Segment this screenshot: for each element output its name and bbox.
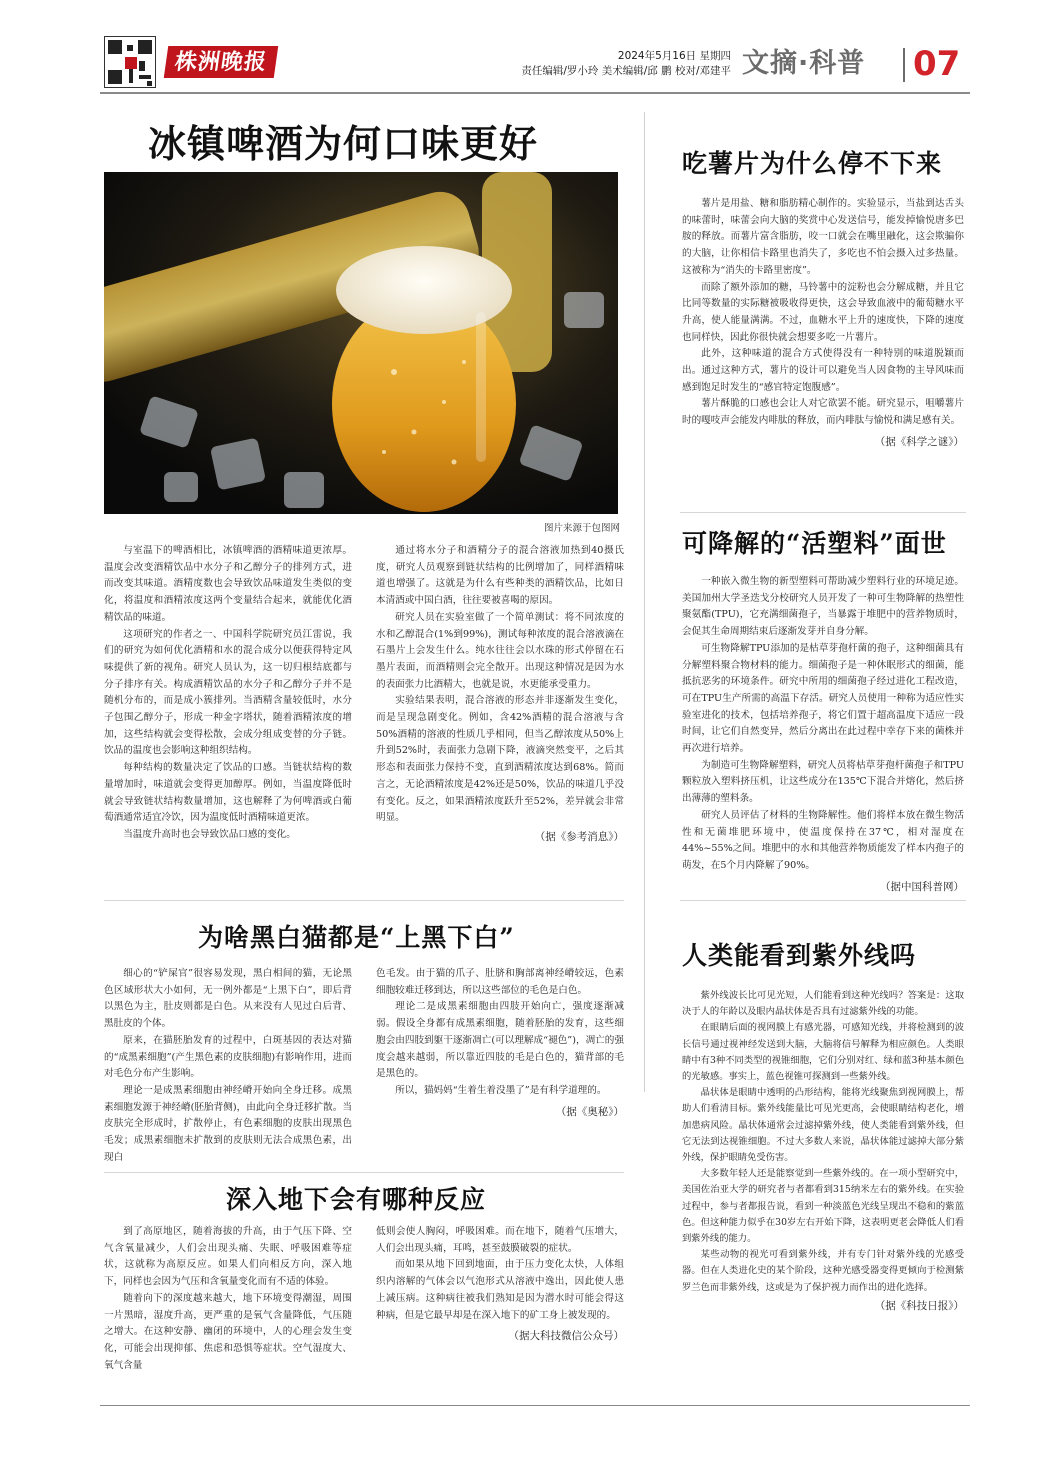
article-source: （据《参考消息》） (534, 830, 624, 843)
issue-date: 2024年5月16日 星期四 (617, 50, 731, 62)
header-divider (903, 48, 905, 82)
cats-column-2 (376, 966, 624, 1120)
article-source: （据中国科普网） (880, 880, 964, 893)
chips-body (682, 196, 964, 451)
beer-column-1 (104, 543, 352, 844)
paragraph: 而除了额外添加的糖，马铃薯中的淀粉也会分解成糖，并且它比同等数量的实际糖被吸收得更快，这会导致血液中的葡萄糖水平升高，使人能量满满。不过，血糖水平上升的速度快，下降的速度也同样快，因此你很快就会想要多吃一片薯片。 (682, 281, 964, 343)
photo-caption: 图片来源于包图网 (543, 523, 620, 534)
paragraph: 随着向下的深度越来越大，地下环境变得潮湿，周围一片黑暗，湿度升高，更严重的是氧气含量降低，气压随之增大。在这种安静、幽闭的环境中，人的心理会发生变化，可能会出现抑郁、焦虑和恐惧等症状。空气湿度大、氧气含量 (104, 1292, 352, 1371)
cats-column-1 (104, 966, 352, 1166)
paragraph: 低则会使人胸闷，呼吸困难。而在地下，随着气压增大，人们会出现头痛，耳鸣，甚至鼓膜破裂的症状。 (376, 1226, 624, 1254)
chips-article-title: 吃薯片为什么停不下来 (682, 149, 943, 178)
column-divider (644, 112, 645, 1092)
paragraph: 理论一是成黑素细胞由神经嵴开始向全身迁移。成黑素细胞发源于神经嵴(胚胎背侧)，由此向全身迁移扩散。当皮肤完全形成时，扩散停止，有色素细胞的皮肤出现黑色毛发；成黑素细胞未扩散到的皮肤则无法合成黑色素，出现白 (104, 1084, 352, 1163)
paragraph: 大多数年轻人还是能察觉到一些紫外线的。在一项小型研究中，美国佐治亚大学的研究者与者都看到315纳米左右的紫外线。在实验过程中，参与者都报告说，看到一种淡蓝色光线呈现出不稳和的紫蓝色。但这种能力似乎在30岁左右开始下降，这表明更老会降低人们看到紫外线的能力。 (682, 1168, 964, 1245)
plastic-article-title: 可降解的“活塑料”面世 (682, 529, 947, 558)
article-source: （据《奥秘》） (555, 1105, 624, 1118)
paragraph: 薯片是用盐、糖和脂肪精心制作的。实验显示，当盐到达舌头的味蕾时，味蕾会向大脑的奖赏中心发送信号，能发掉愉悦唐多巴胺的释放。而薯片富含脂肪，咬一口就会在嘴里融化，这会欺骗你的大脑，让你相信卡路里也消失了，多吃也不怕会摄入过多热量。这被称为“消失的卡路里密度”。 (682, 198, 964, 276)
newspaper-logo: 株洲晚报 (164, 46, 278, 78)
article-source: （据大科技微信公众号） (508, 1330, 624, 1343)
paragraph: 当温度升高时也会导致饮品口感的变化。 (123, 828, 296, 840)
beer-photo (104, 172, 618, 514)
cats-article-title: 为啥黑白猫都是“上黑下白” (198, 923, 515, 952)
paragraph: 为制造可生物降解塑料，研究人员将枯草芽孢杆菌孢子和TPU颗粒放入塑料挤压机，让这些成分在135℃下混合并熔化，然后挤出薄薄的塑料条。 (682, 759, 964, 805)
paragraph: 所以，猫妈妈“生着生着没墨了”是有科学道理的。 (395, 1084, 607, 1096)
qr-code (104, 36, 156, 88)
paragraph: 晶状体是眼睛中透明的凸形结构，能将光线聚焦到视网膜上，帮助人们看清目标。紫外线能量比可见光更高，会使眼睛结构老化，增加患病风险。晶状体通常会过滤掉紫外线，使人类能看到紫外线，但它无法到达视锥细胞。不过大多数人来说，晶状体能过滤掉大部分紫外线，保护眼睛免受伤害。 (682, 1087, 964, 1164)
paragraph: 薯片酥脆的口感也会让人对它欲罢不能。研究显示，咀嚼薯片时的嘎吱声会能发内啡肽的释放，而内啡肽与愉悦和满足感有关。 (682, 398, 964, 427)
article-divider (680, 900, 966, 901)
paragraph: 到了高原地区，随着海拔的升高，由于气压下降、空气含氧量减少，人们会出现头痛、失眠、呼吸困难等症状，这就称为高原反应。如果人们向相反方向，深入地下，同样也会因为气压和含氧量变化而有不适的体验。 (104, 1226, 352, 1288)
underground-column-1 (104, 1224, 352, 1374)
paragraph: 而如果从地下回到地面，由于压力变化太快，人体组织内溶解的气体会以气泡形式从溶液中逸出，因此使人患上减压病。这种病往被我们熟知是因为潜水时可能会得这种病，但是它最早却是在深入地下的矿工身上被发现的。 (376, 1259, 624, 1321)
paragraph: 这项研究的作者之一、中国科学院研究员江雷说，我们的研究为如何优化酒精和水的混合成分以便获得特定风味提供了新的视角。研究人员认为，这一切归根结底都与分子排序有关。构成酒精饮品的水分子和乙醇分子并不是随机分布的，而是成小簇排列。当酒精含量较低时，水分子包围乙醇分子，形成一种金字塔状，随着酒精浓度的增加，这些结构就会变得松散，会成分组成变替的分子链。饮品的温度也会影响这种组织结构。 (104, 628, 352, 757)
beer-column-2 (376, 543, 624, 846)
paragraph: 与室温下的啤酒相比，冰镇啤酒的酒精味道更浓厚。温度会改变酒精饮品中水分子和乙醇分子的排列方式，进而改变其味道。酒精度数也会导致饮品味道发生类似的变化，将温度和酒精浓度这两个变量结合起来，就能优化酒精饮品的味道。 (104, 545, 352, 623)
uv-article-title: 人类能看到紫外线吗 (682, 941, 917, 970)
paragraph: 紫外线波长比可见光短，人们能看到这种光线吗？答案是：这取决于人的年龄以及眼内晶状体是否具有过滤紫外线的功能。 (682, 990, 964, 1018)
header-rule (100, 92, 970, 94)
qr-logo-mark (125, 57, 137, 69)
paragraph: 通过将水分子和酒精分子的混合溶液加热到40摄氏度，研究人员观察到链状结构的比例增加了，同样酒精味道也增强了。这就是为什么有些种类的酒精饮品，比如日本清酒或中国白酒，往往要被喜喝的原因。 (376, 545, 624, 607)
article-source: （据《科学之谜》） (874, 435, 964, 448)
section-title: 文摘·科普 (742, 48, 866, 79)
uv-body (682, 988, 964, 1314)
paragraph: 在眼睛后面的视网膜上有感光器，可感知光线，并将检测到的波长信号通过视神经发送到大脑，大脑将信号解释为相应颜色。人类眼睛中有3种不同类型的视锥细胞，它们分别对红、绿和蓝3种基本颜色的光敏感。事实上，蓝色视锥可探测到一些紫外线。 (682, 1022, 964, 1083)
underground-column-2 (376, 1224, 624, 1345)
underground-article-title: 深入地下会有哪种反应 (226, 1185, 487, 1214)
editor-credits: 责任编辑/罗小玲 美术编辑/邱 鹏 校对/邓建平 (521, 65, 731, 77)
paragraph: 色毛发。由于猫的爪子、肚脐和胸部离神经嵴较远，色素细胞较难迁移到达，所以这些部位的毛色是白色。 (376, 968, 624, 996)
article-divider (104, 900, 624, 901)
article-divider (104, 1172, 624, 1173)
beer-article-title: 冰镇啤酒为何口味更好 (148, 122, 539, 166)
paragraph: 研究人员评估了材料的生物降解性。他们将样本放在微生物活性和无菌堆肥环境中，使温度保持在37℃，相对湿度在44%~55%之间。堆肥中的水和其他营养物质能发了样本内孢子的萌发，在5个月内降解了90%。 (682, 809, 964, 871)
paragraph: 某些动物的视光可看到紫外线，并有专门针对紫外线的光感受器。但在人类进化史的某个阶段，这种光感受器变得更倾向于检测紫罗兰色而非紫外线，这或是为了保护视力而作出的进化选择。 (682, 1249, 964, 1293)
paragraph: 一种嵌入微生物的新型塑料可帮助减少塑料行业的环境足迹。美国加州大学圣迭戈分校研究人员开发了一种可生物降解的热塑性聚氨酯(TPU)，它充满细菌孢子，当暴露于堆肥中的营养物质时，会促其生命周期结束后逐渐发芽并自身分解。 (682, 576, 964, 638)
paragraph: 此外，这种味道的混合方式使得没有一种特别的味道脱颖而出。通过这种方式，薯片的设计可以避免当人因食物的主导风味而感到饱足时发生的“感官特定饱腹感”。 (682, 348, 964, 393)
footer-rule (100, 1405, 970, 1406)
paragraph: 每种结构的数量决定了饮品的口感。当链状结构的数量增加时，味道就会变得更加醇厚。例如，当温度降低时就会导致链状结构数量增加，这也解释了为何啤酒或白葡萄酒通常适宜冷饮，因为温度低时酒精味道更浓。 (104, 762, 352, 824)
article-divider (680, 512, 966, 513)
page-number: 07 (913, 44, 961, 84)
paragraph: 研究人员在实验室做了一个简单测试：将不同浓度的水和乙醇混合(1%到99%)，测试每种浓度的混合溶液滴在石墨片上会发生什么。纯水往往会以水珠的形式停留在石墨片表面，而酒精则会完全散开。出现这种情况是因为水的表面张力比酒精大，也就是说，水更能承受重力。 (376, 611, 624, 690)
paragraph: 原来，在猫胚胎发育的过程中，白斑基因的表达对猫的“成黑素细胞”(产生黑色素的皮肤细胞)有影响作用，进而对毛色分布产生影响。 (104, 1034, 352, 1080)
paragraph: 实验结果表明，混合溶液的形态并非逐渐发生变化，而是呈现急剧变化。例如，含42%酒精的混合溶液与含50%酒精的溶液的性质几乎相同，但当乙醇浓度从50%上升到52%时，表面张力急剧下降，液滴突然变平，之后其形态和表面张力保持不变，直到酒精浓度达到68%。简而言之，无论酒精浓度是42%还是50%，饮品的味道几乎没有变化。反之，如果酒精浓度跃升至52%，差异就会非常明显。 (376, 695, 624, 824)
plastic-body (682, 574, 964, 895)
paragraph: 细心的“铲屎官”很容易发现，黑白相间的猫，无论黑色区域形状大小如何，无一例外都是“上黑下白”，即后背以黑色为主，肚皮则都是白色。从来没有人见过白后背、黑肚皮的个体。 (104, 968, 352, 1030)
paragraph: 理论二是成黑素细胞由四肢开始向亡，强度逐渐减弱。假设全身都有成黑素细胞，随着胚胎的发育，这些细胞会由四肢到躯干逐渐凋亡(可以理解成“褪色”)，凋亡的强度会越来越弱，所以靠近四肢的毛是白色的，猫背部的毛是黑色的。 (376, 1001, 624, 1080)
paragraph: 可生物降解TPU添加的是枯草芽孢杆菌的孢子，这种细菌具有分解塑料聚合物材料的能力。细菌孢子是一种休眠形式的细菌，能抵抗恶劣的环境条件。研究中所用的细菌孢子经过进化工程改造，可在TPU生产所需的高温下存活。研究人员使用一种称为适应性实验室进化的技术，包括培养孢子，将它们置于超高温度下适应一段时间，让它们自然变异，然后分离出在此过程中幸存下来的菌株并再次进行培养。 (682, 642, 964, 755)
article-source: （据《科技日报》） (874, 1299, 964, 1312)
